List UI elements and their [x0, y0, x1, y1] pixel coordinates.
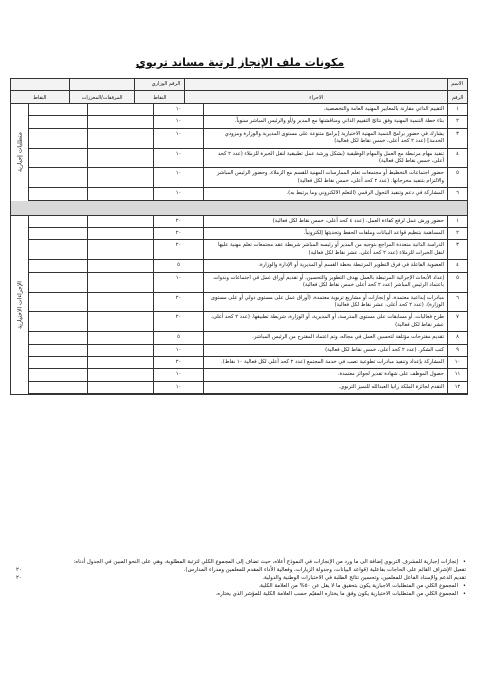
row-points: ١٠: [153, 129, 203, 148]
row-points: ٢٠: [153, 240, 203, 259]
note-line-1: تفعيل الإشراف القائم على الحاجات بفاعلية (قواعد البيانات، وجدولة الزيارات، وفعالية الأداء المقدم للمعلمين ومدراء المدارس). ٢٠: [16, 567, 466, 573]
row-attachments: [87, 260, 153, 271]
row-number: ١٢: [447, 382, 467, 393]
row-procedure: كتب الشكر. (عدد ٢ كحد أعلى، خمس نقاط لكل فعالية): [203, 345, 447, 356]
row-procedure: العضوية الفاعلة في فرق التطوير المرتبطة بخطة القسم أو المديرية أو الإدارة والوزارة.: [203, 260, 447, 271]
row-points: ١٠: [153, 168, 203, 187]
achievement-table: [10, 78, 468, 395]
row-score: [29, 293, 87, 312]
row-procedure: إعداد الأبحاث الإجرائية المرتبطة بالعمل بهدف التطوير والتحسين، أو تقديم أوراق عمل في اجتماعات وندوات باعتماد الرئيس المباشر (عدد ٢ كحد أعلى خمس نقاط لكل فعالية): [203, 273, 447, 292]
table-row: [29, 129, 467, 149]
row-score: [29, 273, 87, 292]
table-row: [29, 216, 467, 228]
row-score: [29, 332, 87, 343]
row-points: ٢٠: [153, 216, 203, 227]
table-row: [29, 332, 467, 344]
row-points: ١٠: [153, 369, 203, 380]
row-number: ١١: [447, 369, 467, 380]
table-row: [29, 260, 467, 272]
row-points: ٥: [153, 260, 203, 271]
row-attachments: [87, 273, 153, 292]
row-points: ١٠: [153, 149, 203, 168]
row-procedure: حضور اجتماعات التخطيط أو مجتمعات تعلم الممارسات المهنية للقسم مع الزملاء، وحضور الرئيس المباشر والالتزام بتنفيذ مخرجاتها. (عدد ٢ كحد أعلى، خمس نقاط لكل فعالية): [203, 168, 447, 187]
section-label-text: الإجراءات الاختيارية: [16, 280, 23, 329]
row-attachments: [87, 228, 153, 239]
row-procedure: حضور ورش عمل لرفع كفاءة العمل. (عدد ٤ كحد أعلى، خمس نقاط لكل فعالية): [203, 216, 447, 227]
row-attachments: [87, 382, 153, 393]
row-attachments: [87, 116, 153, 127]
row-attachments: [87, 345, 153, 356]
row-number: ١٠: [447, 357, 467, 368]
header-points: الرقم الوزاري النقاط: [134, 79, 184, 103]
row-points: ١٠: [153, 104, 203, 115]
row-procedure: مبادرات إبداعية معتمدة، أو إنجازات أو مشاريع تربوية معتمدة، (أوراق عمل على مستوى دولي أو على مستوى الوزارة). (عدد ٢ كحد أعلى، عشر نقاط لكل فعالية): [203, 293, 447, 312]
table-section: [11, 104, 467, 201]
table-row: [29, 149, 467, 169]
note-line-2: تقديم الدعم والإسناد الفاعل للمعلمين، وتحسين نتائج الطلبة في الاختبارات الوطنية والدولية. ٢٠: [16, 575, 466, 581]
row-points: ٢٠: [153, 357, 203, 368]
header-score: النقاط: [11, 79, 69, 103]
row-procedure: الدراسة الذاتية متعددة المراجع بتوجيه من المدير أو رئيسه المباشر شريطة عقد مجتمعات تعلم مهنية عليها لنقل الخبرات للزملاء (عدد ٢ كحد أعلى، عشر نقاط لكل فعالية): [203, 240, 447, 259]
row-points: ١٠: [153, 273, 203, 292]
row-attachments: [87, 188, 153, 199]
row-procedure: يشارك في حضور برامج التنمية المهنية الاختيارية [برامج متنوعة على مستوى المديرية والوزارة ومزودي الخدمة] (عدد ٢ كحد أعلى، خمس نقاط لكل فعالية): [203, 129, 447, 148]
row-points: ١٠: [153, 382, 203, 393]
table-row: [29, 382, 467, 394]
row-attachments: [87, 149, 153, 168]
row-attachments: [87, 168, 153, 187]
row-score: [29, 312, 87, 331]
row-score: [29, 228, 87, 239]
row-procedure: المشاركة في دعم وتنفيذ التحول الرقمي (التعلم الالكتروني وما يرتبط به).: [203, 188, 447, 199]
row-procedure: المساهمة بتنظيم قواعد البيانات وملفات الحفظ وتحديثها إلكترونياً.: [203, 228, 447, 239]
table-row: [29, 116, 467, 128]
row-score: [29, 216, 87, 227]
row-attachments: [87, 332, 153, 343]
header-procedure: الاجراء: [184, 79, 447, 103]
notes: [16, 558, 466, 598]
row-procedure: تنفيذ مهام مرتبطة مع العمل والمهام الوظيفية (بشكل ورشة عمل تطبيقية لنقل الخبرة للزملاء (عدد ٢ كحد أعلى، خمس نقاط لكل فعالية): [203, 149, 447, 168]
table-section: [11, 216, 467, 395]
row-procedure: طرح فعاليات، أو مسابقات على مستوى المدرسة، أو المديرية، أو الوزارة، شريطة تطبيقها. (عدد ٢ كحد أعلى، عشر نقاط لكل فعالية): [203, 312, 447, 331]
row-procedure: التقدم لجائزة الملكة رانيا العبدالله للتميز التربوي.: [203, 382, 447, 393]
table-row: [29, 273, 467, 293]
row-number: ٤: [447, 149, 467, 168]
row-score: [29, 129, 87, 148]
bullet-icon: •: [462, 591, 466, 597]
bullet-icon: •: [462, 583, 466, 589]
row-number: ٧: [447, 312, 467, 331]
row-attachments: [87, 216, 153, 227]
row-number: ٥: [447, 168, 467, 187]
row-attachments: [87, 312, 153, 331]
row-number: ٦: [447, 188, 467, 199]
row-score: [29, 357, 87, 368]
row-attachments: [87, 240, 153, 259]
note-3: • المجموع الكلي من المتطلبات الاختيارية يكون وفق ما يختاره المقيّم حسب العلامة الكلية للمؤشر الذي يختاره.: [215, 591, 466, 597]
row-number: ١: [447, 104, 467, 115]
table-row: [29, 369, 467, 381]
row-score: [29, 149, 87, 168]
row-score: [29, 382, 87, 393]
row-score: [29, 240, 87, 259]
row-score: [29, 168, 87, 187]
row-number: ٦: [447, 293, 467, 312]
row-points: ١٠: [153, 345, 203, 356]
row-number: ٢: [447, 116, 467, 127]
section-label: [11, 104, 29, 201]
row-attachments: [87, 369, 153, 380]
row-number: ٣: [447, 240, 467, 259]
row-score: [29, 188, 87, 199]
page-title: مكونات ملف الإنجاز لرتبة مساند تربوي: [135, 56, 345, 69]
row-procedure: بناء خطة التنمية المهنية وفق نتائج التقييم الذاتي ومناقشتها مع المدير و/أو والرئيس المباشر سنوياً.: [203, 116, 447, 127]
row-number: ٥: [447, 273, 467, 292]
row-number: ١: [447, 216, 467, 227]
row-score: [29, 116, 87, 127]
row-number: ٨: [447, 332, 467, 343]
row-points: ١٠: [153, 116, 203, 127]
table-row: [29, 104, 467, 116]
section-label-text: متطلبات إجبارية: [16, 132, 23, 173]
table-row: [29, 188, 467, 200]
row-score: [29, 104, 87, 115]
header-attachments: المرفقات/المعززات: [69, 79, 135, 103]
row-points: ٢٠: [153, 293, 203, 312]
row-number: ٤: [447, 260, 467, 271]
section-label: [11, 216, 29, 395]
note-2: • المجموع الكلي من المتطلبات الاجبارية يكون بتحقيق ما لا يقل عن ٥٠% من العلامة الكلية.: [258, 583, 466, 589]
row-attachments: [87, 104, 153, 115]
row-attachments: [87, 129, 153, 148]
table-row: [29, 240, 467, 260]
row-points: ٢٠: [153, 312, 203, 331]
row-procedure: حصول الموظف على شهادة تقدير لجوائز معتمدة.: [203, 369, 447, 380]
table-row: [29, 168, 467, 188]
table-header: [11, 79, 467, 104]
row-attachments: [87, 293, 153, 312]
table-row: [29, 293, 467, 313]
table-row: [29, 312, 467, 332]
table-row: [29, 345, 467, 357]
table-row: [29, 357, 467, 369]
row-points: ٥: [153, 332, 203, 343]
note-1: • إنجازات إجبارية للمشرف التربوي إضافة الى ما ورد من الإنجازات في النموذج أعلاه، حيث تضاف إلى المجموع الكلي لترتبة المطلوبة، وهي على النحو المبين في الجدول أدناه:: [73, 559, 466, 565]
row-points: ١٠: [153, 188, 203, 199]
row-score: [29, 345, 87, 356]
row-procedure: المشاركة بإعداد وتنفيذ مبادرات تطوعية تصب في خدمة المجتمع (عدد ٢ كحد أعلى لكل فعالية ١٠ نقاط).: [203, 357, 447, 368]
row-score: [29, 369, 87, 380]
section-separator: [11, 201, 467, 216]
row-number: ٩: [447, 345, 467, 356]
row-attachments: [87, 357, 153, 368]
row-number: ٢: [447, 228, 467, 239]
header-number: الاسم الرقم: [447, 79, 467, 103]
row-procedure: التقييم الذاتي مقارنة بالمعايير المهنية العامة والتخصصية.: [203, 104, 447, 115]
row-score: [29, 260, 87, 271]
bullet-icon: •: [462, 559, 466, 565]
row-number: ٣: [447, 129, 467, 148]
row-procedure: تقديم مقترحات مؤتلفة لتحسين العمل في مجاله، وتم اعتماد المقترح من الرئيس المباشر.: [203, 332, 447, 343]
table-row: [29, 228, 467, 240]
row-points: ٢٠: [153, 228, 203, 239]
